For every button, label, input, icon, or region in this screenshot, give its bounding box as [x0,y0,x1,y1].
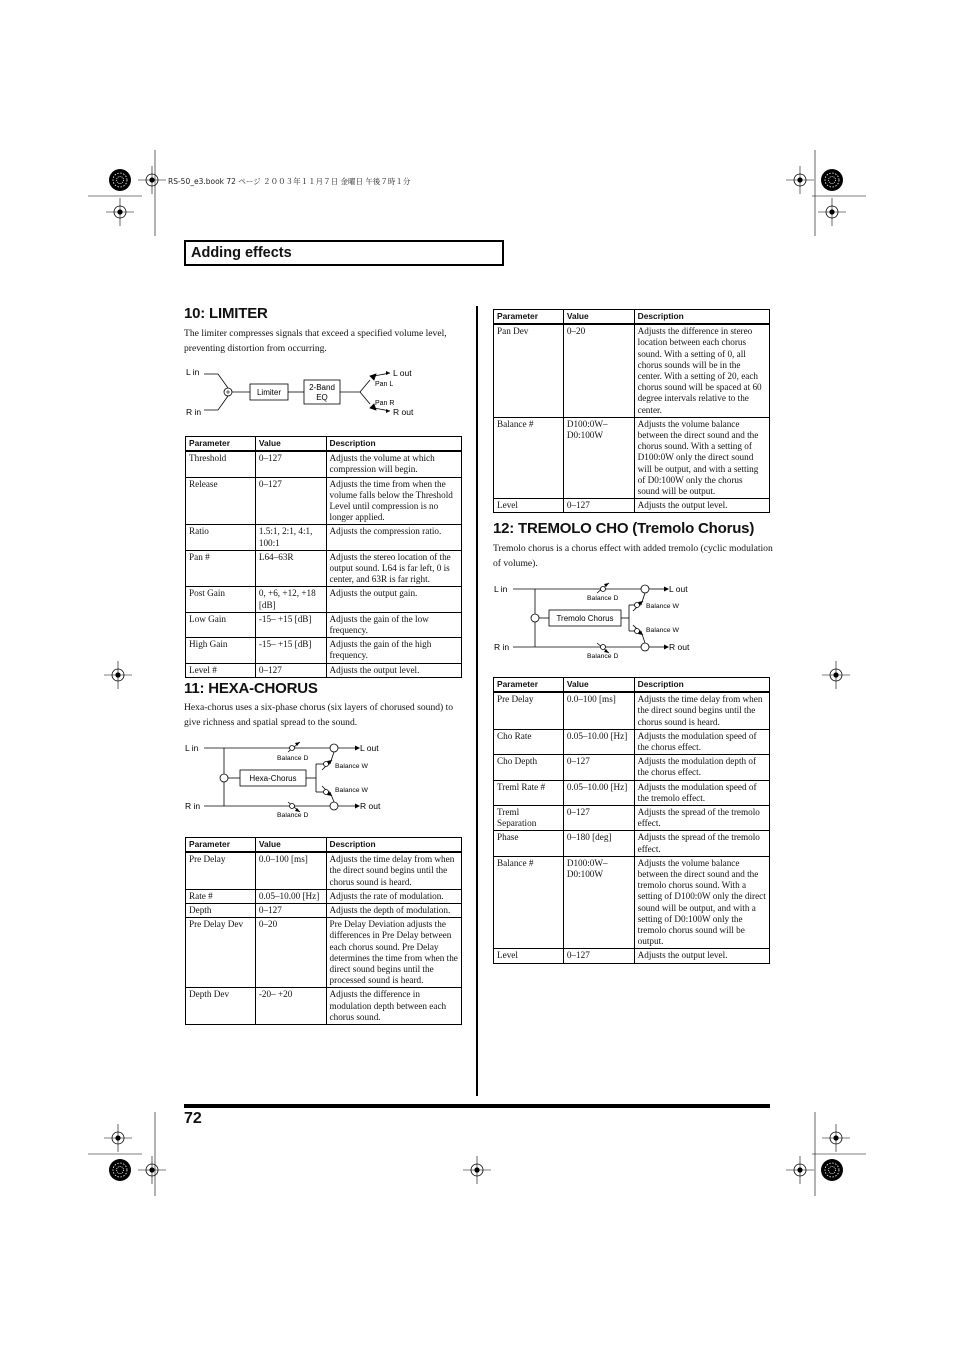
limiter-diagram-r-out: R out [393,407,414,417]
col-header-value: Value [563,678,634,693]
table-header-row [494,310,770,325]
col-header-description: Description [634,310,769,325]
value-cell: 0–127 [563,499,634,513]
tremolo-diagram-balance-d: Balance D [587,595,619,602]
col-header-value: Value [255,437,326,452]
description-cell: Adjusts the time from when the volume falls below the Threshold Level until compression is no longer applied. [326,477,461,525]
param-cell: Balance # [494,417,564,498]
param-cell: Pre Delay [494,692,564,729]
col-header-description: Description [326,437,461,452]
param-cell: Depth Dev [186,988,256,1025]
value-cell: 0–127 [563,755,634,780]
value-cell: 0–127 [255,904,326,918]
table-header-row [186,838,462,853]
description-cell: Adjusts the output level. [634,949,769,963]
hexa-diagram-effect: Hexa-Chorus [249,774,297,783]
column-divider [476,306,478,1096]
table-row [186,663,462,677]
hexa-diagram-balance-d2: Balance D [277,812,309,819]
value-cell: 0–127 [255,477,326,525]
value-cell: 1.5:1, 2:1, 4:1, 100:1 [255,525,326,550]
hexa-diagram-balance-w2: Balance W [335,787,368,794]
hexa-diagram-l-out: L out [360,743,379,753]
description-cell: Adjusts the volume balance between the direct sound and the tremolo chorus sound. With a setting of D100:0W only the direct sound will be output, and with a setting of D0:100W only the tremolo chorus sound will be output. [634,856,769,949]
value-cell: 0–127 [255,451,326,477]
col-header-value: Value [255,838,326,853]
table-row [186,988,462,1025]
description-cell: Adjusts the gain of the high frequency. [326,638,461,663]
limiter-title: 10: LIMITER [184,305,268,322]
param-cell: Cho Rate [494,729,564,754]
description-cell: Adjusts the modulation speed of the tremolo effect. [634,780,769,805]
value-cell: L64–63R [255,550,326,587]
param-cell: Threshold [186,451,256,477]
param-cell: Rate # [186,889,256,903]
table-row [186,889,462,903]
value-cell: 0–180 [deg] [563,831,634,856]
col-header-value: Value [563,310,634,325]
col-header-parameter: Parameter [494,678,564,693]
value-cell: -15– +15 [dB] [255,638,326,663]
hexa-diagram-balance-w: Balance W [335,763,368,770]
hexa-table [185,837,462,1025]
description-cell: Adjusts the depth of modulation. [326,904,461,918]
hexa-diagram-r-in: R in [185,801,201,811]
tremolo-diagram-effect: Tremolo Chorus [556,614,614,623]
hexa-title: 11: HEXA-CHORUS [184,680,318,697]
table-header-row [186,437,462,452]
description-cell: Adjusts the output gain. [326,587,461,612]
table-row [494,692,770,729]
table-row [186,638,462,663]
section-header [184,240,504,266]
param-cell: Release [186,477,256,525]
hexa-diagram-balance-d: Balance D [277,755,309,762]
table-row [186,612,462,637]
param-cell: Pre Delay [186,852,256,889]
param-cell: Depth [186,904,256,918]
description-cell: Adjusts the time delay from when the direct sound begins until the chorus sound is heard. [634,692,769,729]
col-header-parameter: Parameter [494,310,564,325]
param-cell: Cho Depth [494,755,564,780]
col-header-parameter: Parameter [186,838,256,853]
param-cell: Pan # [186,550,256,587]
value-cell: 0.05–10.00 [Hz] [563,780,634,805]
page-number: 72 [184,1110,202,1127]
limiter-diagram-l-in: L in [186,367,200,377]
table-row [494,499,770,513]
hexa-intro: Hexa-chorus uses a six-phase chorus (six layers of chorused sound) to give richness and spatial spread to the sound. [184,702,454,728]
description-cell: Adjusts the spread of the tremolo effect. [634,831,769,856]
description-cell: Adjusts the stereo location of the output sound. L64 is far left, 0 is center, and 63R is far right. [326,550,461,587]
section-title: Adding effects [191,245,292,261]
hexa-diagram [184,738,404,820]
description-cell: Adjusts the spread of the tremolo effect. [634,806,769,831]
tremolo-diagram-balance-d2: Balance D [587,653,619,660]
table-row [494,856,770,949]
tremolo-intro: Tremolo chorus is a chorus effect with added tremolo (cyclic modulation of volume). [493,543,773,569]
param-cell: Ratio [186,525,256,550]
value-cell: 0.0–100 [ms] [255,852,326,889]
description-cell: Pre Delay Deviation adjusts the differences in Pre Delay between each chorus sound. Pre Delay determines the time from when the direct sound begins until the processed sound is heard. [326,918,461,988]
limiter-intro: The limiter compresses signals that exceed a specified volume level, preventing distortion from occurring. [184,328,447,354]
table-row [494,831,770,856]
param-cell: Treml Rate # [494,780,564,805]
table-row [494,806,770,831]
hexa-diagram-l-in: L in [185,743,199,753]
limiter-table [185,436,462,678]
value-cell: -15– +15 [dB] [255,612,326,637]
description-cell: Adjusts the modulation speed of the chorus effect. [634,729,769,754]
table-row [186,904,462,918]
description-cell: Adjusts the compression ratio. [326,525,461,550]
limiter-diagram-r-in: R in [186,407,202,417]
value-cell: 0–127 [563,806,634,831]
param-cell: Level [494,499,564,513]
tremolo-diagram-l-in: L in [494,584,508,594]
value-cell: -20– +20 [255,988,326,1025]
description-cell: Adjusts the gain of the low frequency. [326,612,461,637]
table-row [186,587,462,612]
table-row [494,755,770,780]
param-cell: Pre Delay Dev [186,918,256,988]
param-cell: Level # [186,663,256,677]
limiter-diagram-eq1: 2-Band [309,383,335,392]
value-cell: 0–127 [563,949,634,963]
value-cell: 0.0–100 [ms] [563,692,634,729]
table-row [494,417,770,498]
param-cell: Post Gain [186,587,256,612]
limiter-diagram-eq2: EQ [316,393,328,402]
tremolo-diagram-balance-w2: Balance W [646,627,679,634]
description-cell: Adjusts the modulation depth of the chorus effect. [634,755,769,780]
table-row [494,949,770,963]
description-cell: Adjusts the difference in modulation depth between each chorus sound. [326,988,461,1025]
table-row [186,477,462,525]
col-header-description: Description [634,678,769,693]
tremolo-diagram-balance-w: Balance W [646,603,679,610]
limiter-diagram-limiter: Limiter [256,388,282,397]
description-cell: Adjusts the output level. [326,663,461,677]
tremolo-diagram-r-out: R out [669,642,690,652]
description-cell: Adjusts the difference in stereo location between each chorus sound. With a setting of 0, all chorus sounds will be in the center. With a setting of 20, each chorus sound will be spaced at 60 degree intervals relative to the center. [634,324,769,417]
table-row [186,852,462,889]
param-cell: High Gain [186,638,256,663]
tremolo-title: 12: TREMOLO CHO (Tremolo Chorus) [493,520,755,537]
table-row [186,451,462,477]
tremolo-table [493,677,770,964]
limiter-diagram-l-out: L out [393,368,412,378]
value-cell: D100:0W–D0:100W [563,856,634,949]
footer-rule [184,1104,770,1108]
value-cell: 0.05–10.00 [Hz] [255,889,326,903]
table-row [494,324,770,417]
table-row [186,918,462,988]
description-cell: Adjusts the rate of modulation. [326,889,461,903]
table-row [186,525,462,550]
table-row [494,729,770,754]
value-cell: 0, +6, +12, +18 [dB] [255,587,326,612]
col-header-parameter: Parameter [186,437,256,452]
param-cell: Pan Dev [494,324,564,417]
param-cell: Low Gain [186,612,256,637]
table-header-row [494,678,770,693]
tremolo-diagram-l-out: L out [669,584,688,594]
value-cell: 0–127 [255,663,326,677]
hexa-diagram-r-out: R out [360,801,381,811]
value-cell: 0–20 [563,324,634,417]
param-cell: Level [494,949,564,963]
col-header-description: Description [326,838,461,853]
tremolo-diagram-r-in: R in [494,642,510,652]
description-cell: Adjusts the time delay from when the direct sound begins until the chorus sound is heard. [326,852,461,889]
value-cell: 0–20 [255,918,326,988]
param-cell: Treml Separation [494,806,564,831]
description-cell: Adjusts the volume balance between the direct sound and the chorus sound. With a setting of D100:0W only the direct sound will be output, and with a setting of D0:100W only the chorus sound will be output. [634,417,769,498]
param-cell: Balance # [494,856,564,949]
print-header: RS-50_e3.book 72 ページ ２００３年１１月７日 金曜日 午後７時１分 [168,177,411,186]
tremolo-diagram [493,579,713,661]
description-cell: Adjusts the volume at which compression will begin. [326,451,461,477]
limiter-diagram-pan-l: Pan L [375,381,394,388]
value-cell: 0.05–10.00 [Hz] [563,729,634,754]
table-row [186,550,462,587]
limiter-diagram [184,362,424,422]
description-cell: Adjusts the output level. [634,499,769,513]
param-cell: Phase [494,831,564,856]
hexa-continued-table [493,309,770,513]
limiter-diagram-pan-r: Pan R [375,400,395,407]
table-row [494,780,770,805]
value-cell: D100:0W–D0:100W [563,417,634,498]
